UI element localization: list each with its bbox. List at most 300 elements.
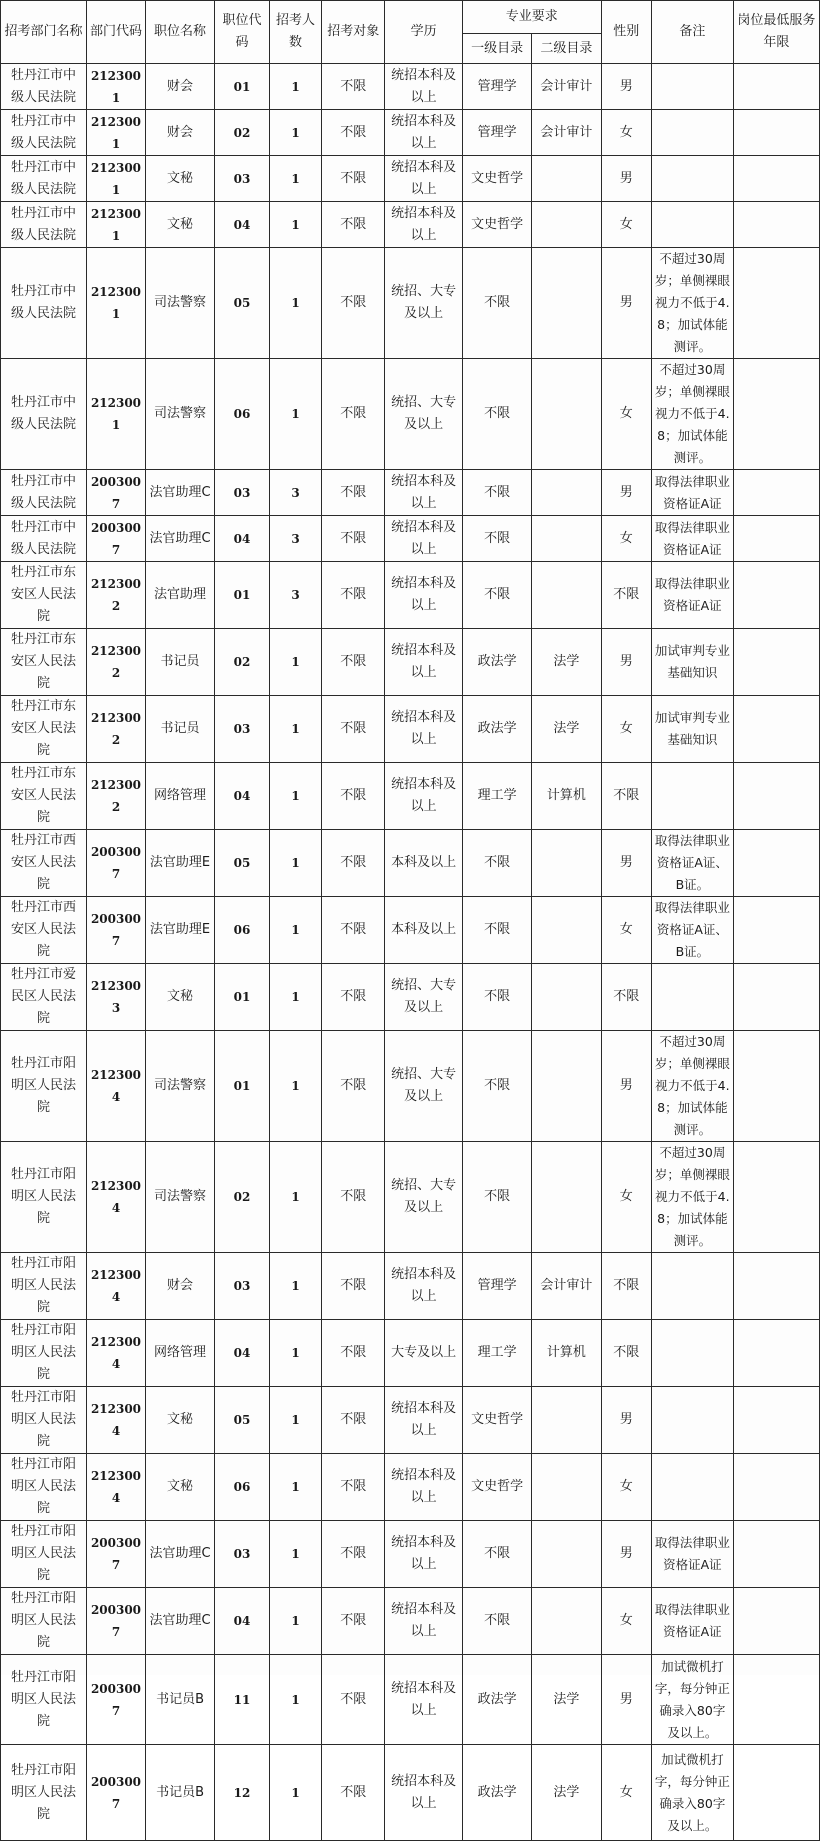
- header-note: 备注: [651, 1, 733, 64]
- table-row: [1, 830, 820, 897]
- cell-edu: 统招本科及以上: [385, 562, 463, 629]
- cell-note: 取得法律职业资格证A证、B证。: [651, 830, 733, 897]
- cell-count: 1: [269, 964, 321, 1031]
- table-row: [1, 1387, 820, 1454]
- cell-position: 书记员: [145, 696, 214, 763]
- cell-gender: 男: [601, 629, 651, 696]
- header-code: 部门代码: [87, 1, 146, 64]
- cell-gender: 女: [601, 202, 651, 248]
- cell-count: 1: [269, 830, 321, 897]
- cell-dept: 牡丹江市爱民区人民法院: [1, 964, 87, 1031]
- cell-years: [733, 1588, 819, 1655]
- cell-note: [651, 1253, 733, 1320]
- cell-count: 1: [269, 1253, 321, 1320]
- cell-edu: 统招本科及以上: [385, 1454, 463, 1521]
- cell-major1: 政法学: [462, 696, 531, 763]
- cell-pos-code: 02: [215, 1142, 270, 1253]
- cell-code: 2123004: [87, 1142, 146, 1253]
- cell-dept: 牡丹江市阳明区人民法院: [1, 1031, 87, 1142]
- cell-note: [651, 156, 733, 202]
- cell-count: 1: [269, 359, 321, 470]
- cell-dept: 牡丹江市中级人民法院: [1, 64, 87, 110]
- cell-edu: 统招本科及以上: [385, 110, 463, 156]
- cell-position: 司法警察: [145, 1142, 214, 1253]
- cell-code: 2123004: [87, 1253, 146, 1320]
- table-header: [1, 1, 820, 64]
- cell-gender: 男: [601, 1031, 651, 1142]
- cell-years: [733, 964, 819, 1031]
- cell-dept: 牡丹江市西安区人民法院: [1, 830, 87, 897]
- cell-pos-code: 05: [215, 830, 270, 897]
- cell-code: 2123001: [87, 110, 146, 156]
- cell-note: [651, 202, 733, 248]
- cell-pos-code: 12: [215, 1745, 270, 1841]
- cell-count: 1: [269, 629, 321, 696]
- cell-count: 1: [269, 110, 321, 156]
- table-row: [1, 1454, 820, 1521]
- cell-major1: 不限: [462, 1142, 531, 1253]
- cell-pos-code: 04: [215, 1320, 270, 1387]
- cell-major1: 不限: [462, 897, 531, 964]
- cell-gender: 男: [601, 1655, 651, 1745]
- cell-years: [733, 1655, 819, 1745]
- cell-major2: [532, 1454, 601, 1521]
- cell-major2: 计算机: [532, 763, 601, 830]
- table-row: [1, 562, 820, 629]
- cell-code: 2123004: [87, 1454, 146, 1521]
- cell-note: 取得法律职业资格证A证: [651, 516, 733, 562]
- table-row: [1, 64, 820, 110]
- table-row: [1, 202, 820, 248]
- cell-note: [651, 1387, 733, 1454]
- cell-years: [733, 1031, 819, 1142]
- cell-target: 不限: [322, 1521, 385, 1588]
- table-row: [1, 1031, 820, 1142]
- cell-target: 不限: [322, 696, 385, 763]
- cell-target: 不限: [322, 1142, 385, 1253]
- cell-edu: 统招本科及以上: [385, 202, 463, 248]
- cell-dept: 牡丹江市阳明区人民法院: [1, 1320, 87, 1387]
- cell-gender: 女: [601, 696, 651, 763]
- cell-position: 网络管理: [145, 1320, 214, 1387]
- cell-dept: 牡丹江市阳明区人民法院: [1, 1142, 87, 1253]
- cell-dept: 牡丹江市中级人民法院: [1, 202, 87, 248]
- table-row: [1, 1142, 820, 1253]
- cell-dept: 牡丹江市中级人民法院: [1, 156, 87, 202]
- cell-note: [651, 964, 733, 1031]
- cell-major1: 管理学: [462, 1253, 531, 1320]
- table-row: [1, 516, 820, 562]
- cell-edu: 统招、大专及以上: [385, 359, 463, 470]
- header-gender: 性别: [601, 1, 651, 64]
- cell-years: [733, 202, 819, 248]
- cell-position: 法官助理E: [145, 830, 214, 897]
- cell-major1: 管理学: [462, 110, 531, 156]
- header-major: 专业要求: [462, 1, 601, 34]
- cell-count: 1: [269, 1745, 321, 1841]
- cell-dept: 牡丹江市东安区人民法院: [1, 696, 87, 763]
- cell-note: [651, 64, 733, 110]
- cell-gender: 不限: [601, 562, 651, 629]
- cell-major2: [532, 1031, 601, 1142]
- cell-edu: 统招本科及以上: [385, 470, 463, 516]
- cell-note: 不超过30周岁；单侧裸眼视力不低于4.8；加试体能测评。: [651, 1031, 733, 1142]
- cell-pos-code: 11: [215, 1655, 270, 1745]
- cell-code: 2123001: [87, 359, 146, 470]
- cell-years: [733, 248, 819, 359]
- cell-edu: 统招本科及以上: [385, 516, 463, 562]
- cell-edu: 统招本科及以上: [385, 1521, 463, 1588]
- cell-note: 不超过30周岁；单侧裸眼视力不低于4.8；加试体能测评。: [651, 1142, 733, 1253]
- cell-major2: [532, 470, 601, 516]
- cell-years: [733, 516, 819, 562]
- cell-edu: 统招、大专及以上: [385, 964, 463, 1031]
- cell-edu: 统招本科及以上: [385, 1588, 463, 1655]
- cell-edu: 统招本科及以上: [385, 629, 463, 696]
- cell-code: 2003007: [87, 830, 146, 897]
- cell-count: 1: [269, 1387, 321, 1454]
- cell-gender: 不限: [601, 1253, 651, 1320]
- cell-count: 1: [269, 1320, 321, 1387]
- cell-count: 1: [269, 156, 321, 202]
- cell-position: 网络管理: [145, 763, 214, 830]
- cell-note: 取得法律职业资格证A证、B证。: [651, 897, 733, 964]
- table-row: [1, 248, 820, 359]
- header-major1: 一级目录: [462, 34, 531, 64]
- cell-major1: 不限: [462, 516, 531, 562]
- cell-count: 1: [269, 1031, 321, 1142]
- cell-target: 不限: [322, 1745, 385, 1841]
- cell-target: 不限: [322, 964, 385, 1031]
- cell-pos-code: 05: [215, 248, 270, 359]
- cell-pos-code: 04: [215, 516, 270, 562]
- table-row: [1, 1745, 820, 1841]
- cell-gender: 女: [601, 110, 651, 156]
- cell-position: 书记员B: [145, 1745, 214, 1841]
- cell-dept: 牡丹江市中级人民法院: [1, 516, 87, 562]
- cell-target: 不限: [322, 110, 385, 156]
- cell-edu: 统招本科及以上: [385, 1387, 463, 1454]
- cell-dept: 牡丹江市东安区人民法院: [1, 562, 87, 629]
- cell-note: 取得法律职业资格证A证: [651, 470, 733, 516]
- cell-major1: 理工学: [462, 763, 531, 830]
- cell-position: 法官助理: [145, 562, 214, 629]
- cell-count: 3: [269, 470, 321, 516]
- cell-major1: 文史哲学: [462, 1387, 531, 1454]
- cell-position: 财会: [145, 64, 214, 110]
- header-dept: 招考部门名称: [1, 1, 87, 64]
- table-row: [1, 470, 820, 516]
- cell-gender: 男: [601, 830, 651, 897]
- table-row: [1, 629, 820, 696]
- cell-dept: 牡丹江市阳明区人民法院: [1, 1588, 87, 1655]
- cell-years: [733, 470, 819, 516]
- cell-target: 不限: [322, 64, 385, 110]
- table-row: [1, 1253, 820, 1320]
- cell-major2: 法学: [532, 1655, 601, 1745]
- cell-pos-code: 01: [215, 64, 270, 110]
- table-row: [1, 1588, 820, 1655]
- cell-position: 司法警察: [145, 359, 214, 470]
- cell-position: 法官助理E: [145, 897, 214, 964]
- cell-major2: [532, 1588, 601, 1655]
- cell-target: 不限: [322, 248, 385, 359]
- cell-edu: 统招本科及以上: [385, 156, 463, 202]
- cell-code: 2003007: [87, 1655, 146, 1745]
- cell-major1: 政法学: [462, 1745, 531, 1841]
- cell-edu: 统招、大专及以上: [385, 248, 463, 359]
- cell-gender: 女: [601, 516, 651, 562]
- header-edu: 学历: [385, 1, 463, 64]
- table-row: [1, 156, 820, 202]
- cell-major2: [532, 1521, 601, 1588]
- cell-pos-code: 03: [215, 696, 270, 763]
- table-row: [1, 897, 820, 964]
- cell-edu: 统招本科及以上: [385, 1655, 463, 1745]
- cell-gender: 不限: [601, 763, 651, 830]
- cell-dept: 牡丹江市阳明区人民法院: [1, 1454, 87, 1521]
- cell-note: 加试审判专业基础知识: [651, 696, 733, 763]
- cell-gender: 男: [601, 470, 651, 516]
- cell-major1: 不限: [462, 964, 531, 1031]
- cell-note: [651, 763, 733, 830]
- table-row: [1, 1521, 820, 1588]
- cell-count: 1: [269, 897, 321, 964]
- cell-major2: 会计审计: [532, 110, 601, 156]
- cell-pos-code: 06: [215, 1454, 270, 1521]
- cell-note: [651, 1320, 733, 1387]
- cell-code: 2123002: [87, 562, 146, 629]
- cell-gender: 男: [601, 64, 651, 110]
- cell-major2: 会计审计: [532, 1253, 601, 1320]
- cell-code: 2123002: [87, 763, 146, 830]
- cell-years: [733, 696, 819, 763]
- cell-major1: 不限: [462, 830, 531, 897]
- table-body: [1, 64, 820, 1841]
- cell-pos-code: 02: [215, 629, 270, 696]
- cell-position: 法官助理C: [145, 516, 214, 562]
- cell-dept: 牡丹江市阳明区人民法院: [1, 1745, 87, 1841]
- cell-note: 不超过30周岁；单侧裸眼视力不低于4.8；加试体能测评。: [651, 359, 733, 470]
- cell-dept: 牡丹江市阳明区人民法院: [1, 1655, 87, 1745]
- cell-code: 2003007: [87, 897, 146, 964]
- cell-major1: 不限: [462, 1031, 531, 1142]
- cell-target: 不限: [322, 1655, 385, 1745]
- table-row: [1, 696, 820, 763]
- cell-count: 1: [269, 763, 321, 830]
- cell-target: 不限: [322, 516, 385, 562]
- cell-position: 财会: [145, 1253, 214, 1320]
- cell-major2: [532, 562, 601, 629]
- cell-major1: 管理学: [462, 64, 531, 110]
- cell-target: 不限: [322, 629, 385, 696]
- cell-code: 2003007: [87, 1521, 146, 1588]
- cell-code: 2123001: [87, 248, 146, 359]
- cell-position: 文秘: [145, 156, 214, 202]
- cell-years: [733, 1253, 819, 1320]
- cell-code: 2123004: [87, 1031, 146, 1142]
- cell-note: 不超过30周岁；单侧裸眼视力不低于4.8；加试体能测评。: [651, 248, 733, 359]
- table-row: [1, 964, 820, 1031]
- cell-major2: [532, 516, 601, 562]
- cell-edu: 统招本科及以上: [385, 1745, 463, 1841]
- cell-count: 1: [269, 1454, 321, 1521]
- cell-years: [733, 1387, 819, 1454]
- cell-gender: 男: [601, 1521, 651, 1588]
- cell-years: [733, 110, 819, 156]
- cell-code: 2123004: [87, 1387, 146, 1454]
- cell-pos-code: 03: [215, 1521, 270, 1588]
- cell-major2: [532, 359, 601, 470]
- cell-gender: 男: [601, 156, 651, 202]
- cell-gender: 女: [601, 1745, 651, 1841]
- cell-code: 2123002: [87, 629, 146, 696]
- header-count: 招考人数: [269, 1, 321, 64]
- cell-edu: 统招本科及以上: [385, 763, 463, 830]
- cell-note: [651, 110, 733, 156]
- cell-years: [733, 1142, 819, 1253]
- cell-major2: [532, 897, 601, 964]
- cell-note: 加试审判专业基础知识: [651, 629, 733, 696]
- cell-edu: 本科及以上: [385, 830, 463, 897]
- cell-target: 不限: [322, 562, 385, 629]
- cell-note: 加试微机打字，每分钟正确录入80字及以上。: [651, 1745, 733, 1841]
- cell-edu: 统招本科及以上: [385, 696, 463, 763]
- cell-pos-code: 05: [215, 1387, 270, 1454]
- cell-major2: [532, 964, 601, 1031]
- cell-dept: 牡丹江市西安区人民法院: [1, 897, 87, 964]
- cell-years: [733, 64, 819, 110]
- cell-years: [733, 830, 819, 897]
- cell-edu: 统招、大专及以上: [385, 1031, 463, 1142]
- cell-major1: 不限: [462, 562, 531, 629]
- cell-dept: 牡丹江市中级人民法院: [1, 470, 87, 516]
- cell-code: 2123003: [87, 964, 146, 1031]
- cell-major1: 文史哲学: [462, 202, 531, 248]
- header-major2: 二级目录: [532, 34, 601, 64]
- cell-pos-code: 01: [215, 964, 270, 1031]
- cell-gender: 男: [601, 248, 651, 359]
- cell-code: 2003007: [87, 1588, 146, 1655]
- cell-years: [733, 897, 819, 964]
- header-position: 职位名称: [145, 1, 214, 64]
- cell-major1: 文史哲学: [462, 1454, 531, 1521]
- cell-code: 2123002: [87, 696, 146, 763]
- cell-pos-code: 04: [215, 202, 270, 248]
- cell-target: 不限: [322, 1454, 385, 1521]
- cell-gender: 女: [601, 1454, 651, 1521]
- cell-target: 不限: [322, 1387, 385, 1454]
- cell-code: 2003007: [87, 516, 146, 562]
- cell-pos-code: 01: [215, 1031, 270, 1142]
- cell-major2: 法学: [532, 696, 601, 763]
- table-row: [1, 359, 820, 470]
- cell-major2: 会计审计: [532, 64, 601, 110]
- cell-position: 财会: [145, 110, 214, 156]
- cell-count: 1: [269, 202, 321, 248]
- cell-gender: 女: [601, 897, 651, 964]
- cell-count: 1: [269, 1588, 321, 1655]
- cell-position: 司法警察: [145, 1031, 214, 1142]
- cell-major1: 政法学: [462, 629, 531, 696]
- cell-target: 不限: [322, 763, 385, 830]
- cell-pos-code: 03: [215, 156, 270, 202]
- cell-pos-code: 06: [215, 897, 270, 964]
- cell-count: 1: [269, 1142, 321, 1253]
- cell-position: 法官助理C: [145, 1521, 214, 1588]
- cell-position: 文秘: [145, 964, 214, 1031]
- cell-dept: 牡丹江市中级人民法院: [1, 110, 87, 156]
- cell-major2: [532, 202, 601, 248]
- table-row: [1, 1320, 820, 1387]
- cell-edu: 大专及以上: [385, 1320, 463, 1387]
- cell-dept: 牡丹江市中级人民法院: [1, 248, 87, 359]
- cell-target: 不限: [322, 1253, 385, 1320]
- cell-gender: 不限: [601, 1320, 651, 1387]
- cell-dept: 牡丹江市东安区人民法院: [1, 763, 87, 830]
- cell-pos-code: 02: [215, 110, 270, 156]
- cell-gender: 不限: [601, 964, 651, 1031]
- cell-years: [733, 629, 819, 696]
- cell-count: 1: [269, 1521, 321, 1588]
- cell-gender: 女: [601, 359, 651, 470]
- cell-major2: 法学: [532, 1745, 601, 1841]
- cell-code: 2123001: [87, 202, 146, 248]
- table-row: [1, 763, 820, 830]
- cell-target: 不限: [322, 156, 385, 202]
- cell-position: 文秘: [145, 202, 214, 248]
- cell-years: [733, 359, 819, 470]
- cell-major1: 不限: [462, 470, 531, 516]
- cell-major2: [532, 156, 601, 202]
- cell-major1: 不限: [462, 359, 531, 470]
- cell-edu: 本科及以上: [385, 897, 463, 964]
- cell-position: 书记员: [145, 629, 214, 696]
- cell-code: 2123004: [87, 1320, 146, 1387]
- cell-gender: 男: [601, 1387, 651, 1454]
- cell-code: 2123001: [87, 156, 146, 202]
- cell-count: 3: [269, 562, 321, 629]
- cell-pos-code: 03: [215, 1253, 270, 1320]
- cell-edu: 统招本科及以上: [385, 64, 463, 110]
- cell-major1: 不限: [462, 1521, 531, 1588]
- cell-count: 1: [269, 248, 321, 359]
- table-row: [1, 1655, 820, 1745]
- cell-major1: 文史哲学: [462, 156, 531, 202]
- cell-edu: 统招本科及以上: [385, 1253, 463, 1320]
- cell-major1: 政法学: [462, 1655, 531, 1745]
- cell-dept: 牡丹江市中级人民法院: [1, 359, 87, 470]
- cell-major1: 不限: [462, 1588, 531, 1655]
- cell-major2: 计算机: [532, 1320, 601, 1387]
- cell-years: [733, 562, 819, 629]
- cell-years: [733, 156, 819, 202]
- cell-position: 法官助理C: [145, 1588, 214, 1655]
- cell-major2: [532, 830, 601, 897]
- cell-gender: 女: [601, 1142, 651, 1253]
- cell-count: 3: [269, 516, 321, 562]
- cell-note: 取得法律职业资格证A证: [651, 1588, 733, 1655]
- cell-years: [733, 763, 819, 830]
- cell-note: 取得法律职业资格证A证: [651, 562, 733, 629]
- cell-code: 2123001: [87, 64, 146, 110]
- cell-dept: 牡丹江市东安区人民法院: [1, 629, 87, 696]
- cell-note: 取得法律职业资格证A证: [651, 1521, 733, 1588]
- cell-dept: 牡丹江市阳明区人民法院: [1, 1387, 87, 1454]
- cell-dept: 牡丹江市阳明区人民法院: [1, 1521, 87, 1588]
- header-pos-code: 职位代码: [215, 1, 270, 64]
- table-row: [1, 110, 820, 156]
